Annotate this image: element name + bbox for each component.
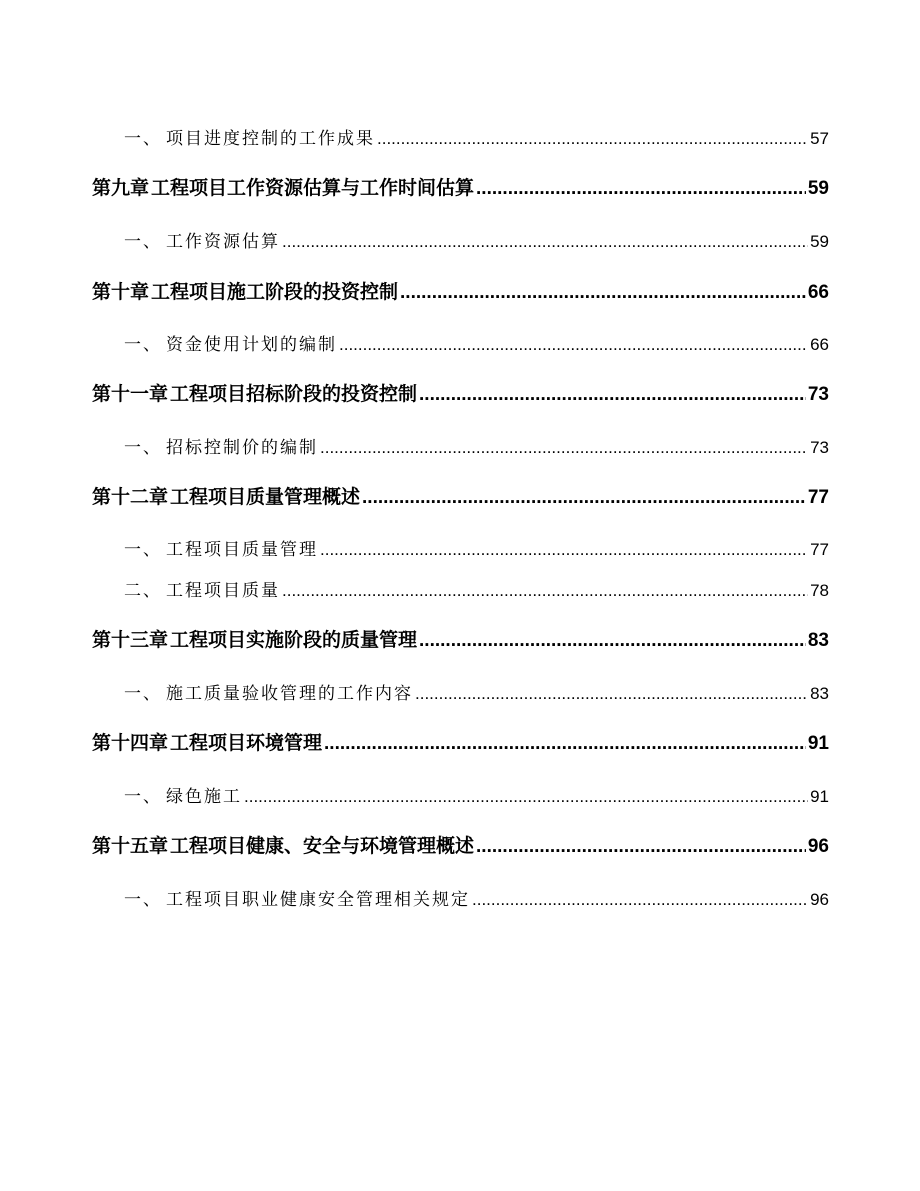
toc-entry-section[interactable] bbox=[124, 885, 829, 910]
toc-entry-chapter[interactable] bbox=[92, 625, 829, 652]
toc-entry-title: 工程项目实施阶段的质量管理 bbox=[170, 629, 418, 651]
toc-entry-number: 第十五章 bbox=[92, 835, 169, 857]
toc-dot-leader bbox=[362, 487, 806, 509]
toc-entry-title: 施工质量验收管理的工作内容 bbox=[166, 684, 413, 704]
toc-page-number: 91 bbox=[810, 787, 829, 806]
toc-entry-number: 第十四章 bbox=[92, 732, 169, 754]
toc-entry-chapter[interactable] bbox=[92, 379, 829, 406]
toc-entry-title: 工程项目招标阶段的投资控制 bbox=[170, 383, 418, 405]
toc-page-number: 73 bbox=[807, 384, 829, 405]
toc-entry-number: 一、 bbox=[124, 540, 162, 560]
toc-page-number: 77 bbox=[810, 540, 829, 559]
toc-entry-title: 绿色施工 bbox=[166, 787, 242, 807]
toc-dot-leader bbox=[476, 836, 806, 858]
toc-dot-leader bbox=[415, 684, 808, 704]
toc-entry-number: 一、 bbox=[124, 335, 162, 355]
toc-page-number: 83 bbox=[807, 630, 829, 651]
toc-dot-leader bbox=[320, 540, 808, 560]
toc-entry-number: 一、 bbox=[124, 787, 162, 807]
toc-entry-title: 工程项目职业健康安全管理相关规定 bbox=[166, 890, 470, 910]
toc-entry-title: 工程项目质量 bbox=[166, 581, 280, 601]
toc-entry-title: 项目进度控制的工作成果 bbox=[166, 129, 375, 149]
toc-entry-title: 工作资源估算 bbox=[166, 232, 280, 252]
toc-entry-section[interactable] bbox=[124, 535, 829, 560]
toc-entry-section[interactable] bbox=[124, 330, 829, 355]
toc-dot-leader bbox=[282, 581, 808, 601]
toc-dot-leader bbox=[472, 890, 808, 910]
toc-page-number: 96 bbox=[810, 890, 829, 909]
toc-entry-number: 一、 bbox=[124, 438, 162, 458]
toc-entry-number: 第十二章 bbox=[92, 486, 169, 508]
toc-page-number: 83 bbox=[810, 684, 829, 703]
toc-dot-leader bbox=[320, 438, 808, 458]
toc-entry-title: 工程项目工作资源估算与工作时间估算 bbox=[151, 177, 475, 199]
toc-page-number: 91 bbox=[807, 733, 829, 754]
toc-entry-chapter[interactable] bbox=[92, 482, 829, 509]
toc-dot-leader bbox=[377, 129, 808, 149]
toc-entry-title: 工程项目环境管理 bbox=[170, 732, 323, 754]
toc-entry-number: 一、 bbox=[124, 129, 162, 149]
toc-entry-chapter[interactable] bbox=[92, 831, 829, 858]
toc-entry-title: 工程项目施工阶段的投资控制 bbox=[151, 281, 399, 303]
toc-entry-number: 第十三章 bbox=[92, 629, 169, 651]
toc-entry-section[interactable] bbox=[124, 227, 829, 252]
toc-page-number: 96 bbox=[807, 836, 829, 857]
toc-page-number: 66 bbox=[810, 335, 829, 354]
toc-entry-section[interactable] bbox=[124, 679, 829, 704]
toc-entry-number: 第十章 bbox=[92, 281, 150, 303]
toc-entry-number: 第十一章 bbox=[92, 383, 169, 405]
toc-entry-title: 招标控制价的编制 bbox=[166, 438, 318, 458]
toc-page-number: 57 bbox=[810, 129, 829, 148]
toc-entry-number: 一、 bbox=[124, 684, 162, 704]
toc-entry-title: 工程项目健康、安全与环境管理概述 bbox=[170, 835, 475, 857]
toc-entry-number: 第九章 bbox=[92, 177, 150, 199]
toc-dot-leader bbox=[400, 282, 806, 304]
toc-entry-section[interactable] bbox=[124, 124, 829, 149]
toc-dot-leader bbox=[244, 787, 808, 807]
toc-page-number: 59 bbox=[807, 178, 829, 199]
toc-dot-leader bbox=[476, 178, 806, 200]
toc-dot-leader bbox=[324, 733, 806, 755]
toc-dot-leader bbox=[282, 232, 808, 252]
toc-entry-chapter[interactable] bbox=[92, 277, 829, 304]
toc-entry-number: 一、 bbox=[124, 890, 162, 910]
toc-page-number: 59 bbox=[810, 232, 829, 251]
toc-entry-section[interactable] bbox=[124, 576, 829, 601]
toc-entry-chapter[interactable] bbox=[92, 728, 829, 755]
toc-entry-title: 工程项目质量管理概述 bbox=[170, 486, 361, 508]
toc-entry-chapter[interactable] bbox=[92, 173, 829, 200]
toc-dot-leader bbox=[339, 335, 808, 355]
toc-entry-section[interactable] bbox=[124, 782, 829, 807]
toc-entry-number: 二、 bbox=[124, 581, 162, 601]
toc-page-number: 66 bbox=[807, 282, 829, 303]
toc-entry-number: 一、 bbox=[124, 232, 162, 252]
toc-page-number: 78 bbox=[810, 581, 829, 600]
toc-dot-leader bbox=[419, 384, 806, 406]
toc-dot-leader bbox=[419, 630, 806, 652]
toc-entry-title: 工程项目质量管理 bbox=[166, 540, 318, 560]
toc-page-number: 77 bbox=[807, 487, 829, 508]
toc-entry-title: 资金使用计划的编制 bbox=[166, 335, 337, 355]
toc-entry-section[interactable] bbox=[124, 433, 829, 458]
toc-page-number: 73 bbox=[810, 438, 829, 457]
